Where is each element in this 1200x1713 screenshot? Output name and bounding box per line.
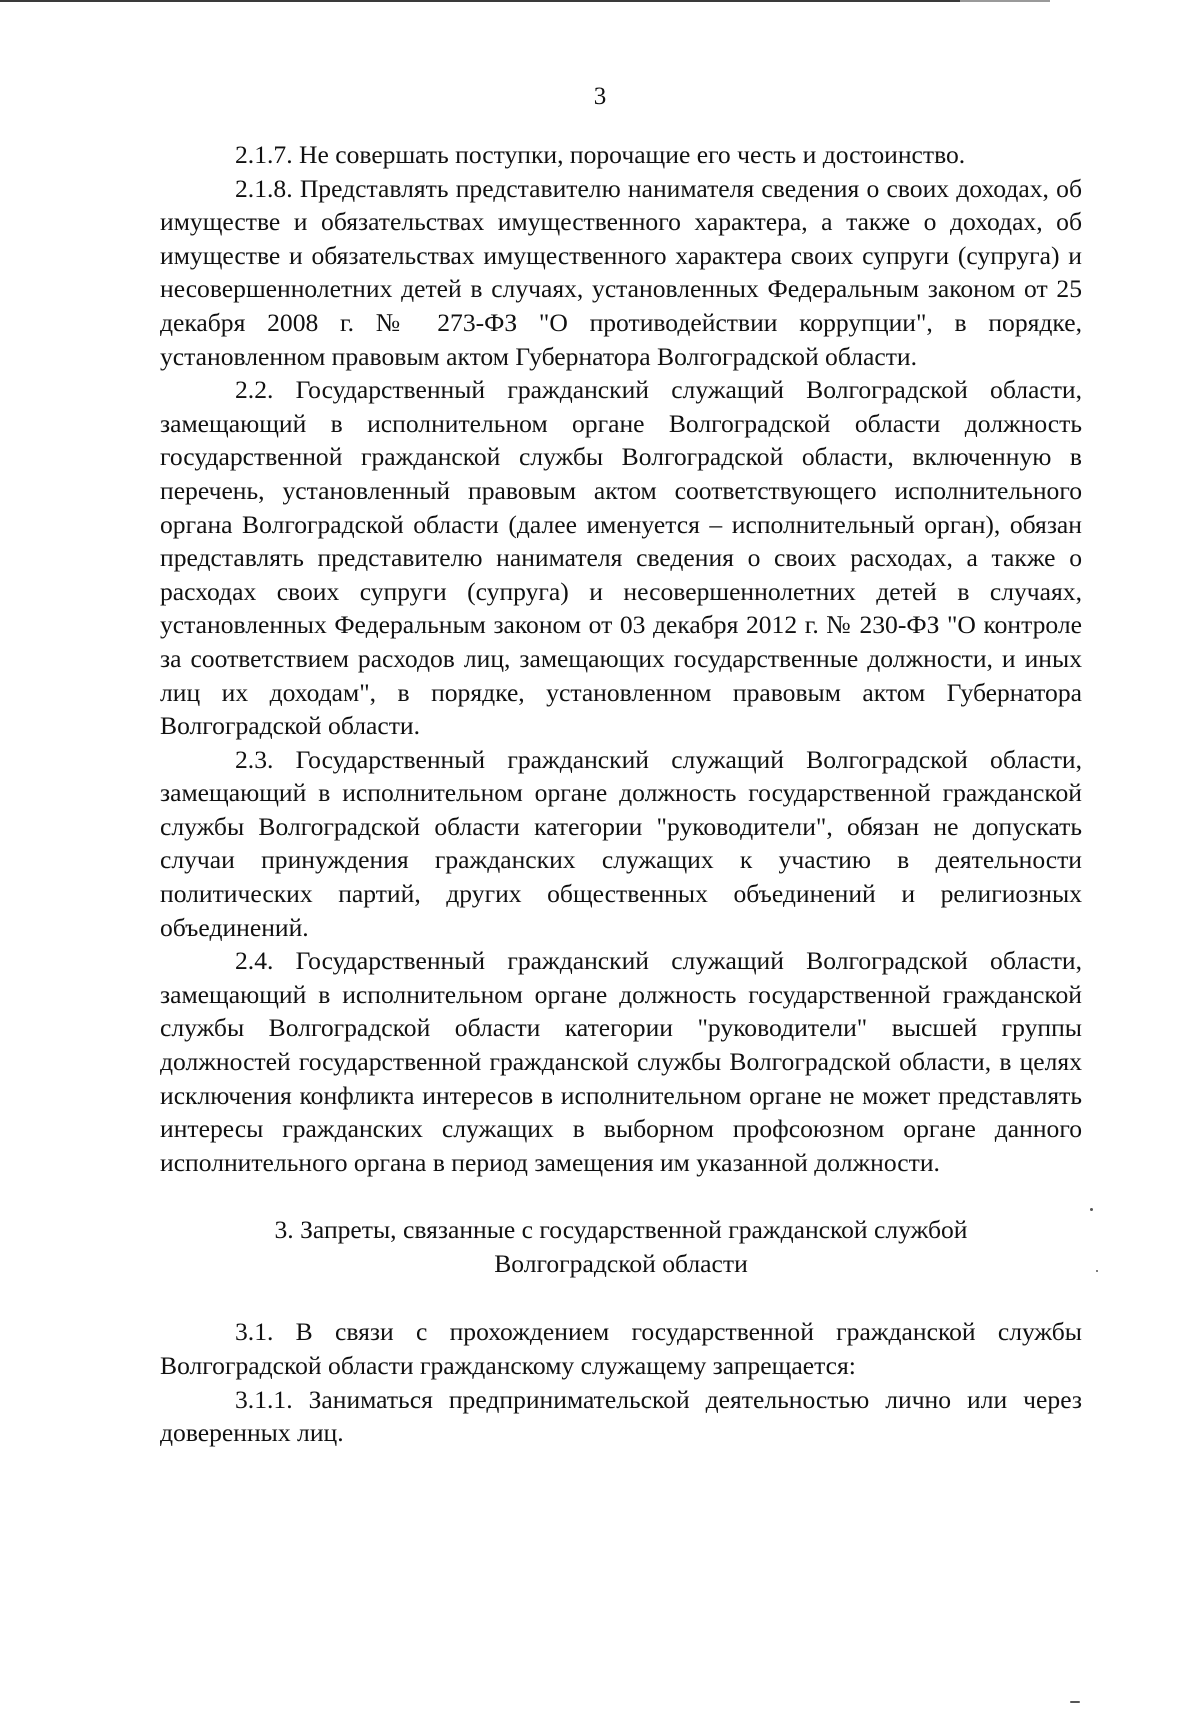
section-heading-line-1: 3. Запреты, связанные с государственной гражданской службой xyxy=(274,1215,968,1245)
paragraph-2-3: 2.3. Государственный гражданский служащий Волгоградской области, замещающий в исполнительном органе должность государственной гражданской службы Волгоградской области категории "руководители", обязан не допускать случаи принуждения гражданских служащих к участию в деятельности политических партий, других общественных объединений и религиозных объединений. xyxy=(160,744,1082,942)
scan-speck xyxy=(1070,1701,1080,1703)
scan-top-edge-tail xyxy=(960,0,1050,2)
section-heading-line-2: Волгоградской области xyxy=(494,1249,748,1279)
document-body xyxy=(160,138,1082,1450)
spacer xyxy=(160,1281,1082,1315)
paragraph-2-1-7: 2.1.7. Не совершать поступки, порочащие его честь и достоинство. xyxy=(235,140,966,169)
scan-speck xyxy=(1096,1270,1098,1272)
scan-top-edge xyxy=(0,0,960,2)
section-heading xyxy=(160,1213,1082,1281)
page-number: 3 xyxy=(593,83,607,110)
paragraph-2-2: 2.2. Государственный гражданский служащий Волгоградской области, замещающий в исполнительном органе Волгоградской области должность государственной гражданской службы Волгоградской области, включенную в перечень, установленный правовым актом соответствующего исполнительного органа Волгоградской области (далее именуется – исполнительный орган), обязан представлять представителю нанимателя сведения о своих расходах, а также о расходах своих супруги (супруга) и несовершеннолетних детей в случаях, установленных Федеральным законом от 03 декабря 2012 г. № 230-ФЗ "О контроле за соответствием расходов лиц, замещающих государственные должности, и иных лиц их доходам", в порядке, установленном правовым актом Губернатора Волгоградской области. xyxy=(160,375,1082,741)
paragraph-2-4: 2.4. Государственный гражданский служащий Волгоградской области, замещающий в исполнительном органе должность государственной гражданской службы Волгоградской области категории "руководители" высшей группы должностей государственной гражданской службы Волгоградской области, в целях исключения конфликта интересов в исполнительном органе не может представлять интересы гражданских служащих в выборном профсоюзном органе данного исполнительного органа в период замещения им указанной должности. xyxy=(160,946,1082,1177)
scan-speck xyxy=(1090,1208,1093,1211)
spacer xyxy=(160,1179,1082,1213)
paragraph-2-1-8: 2.1.8. Представлять представителю нанимателя сведения о своих доходах, об имуществе и обязательствах имущественного характера, а также о доходах, об имуществе и обязательствах имущественного характера своих супруги (супруга) и несовершеннолетних детей в случаях, установленных Федеральным законом от 25 декабря 2008 г. № 273-ФЗ "О противодействии коррупции", в порядке, установленном правовым актом Губернатора Волгоградской области. xyxy=(160,173,1082,371)
paragraph-3-1-1: 3.1.1. Заниматься предпринимательской деятельностью лично или через доверенных лиц. xyxy=(160,1384,1082,1448)
paragraph-3-1: 3.1. В связи с прохождением государственной гражданской службы Волгоградской области гражданскому служащему запрещается: xyxy=(160,1317,1082,1380)
